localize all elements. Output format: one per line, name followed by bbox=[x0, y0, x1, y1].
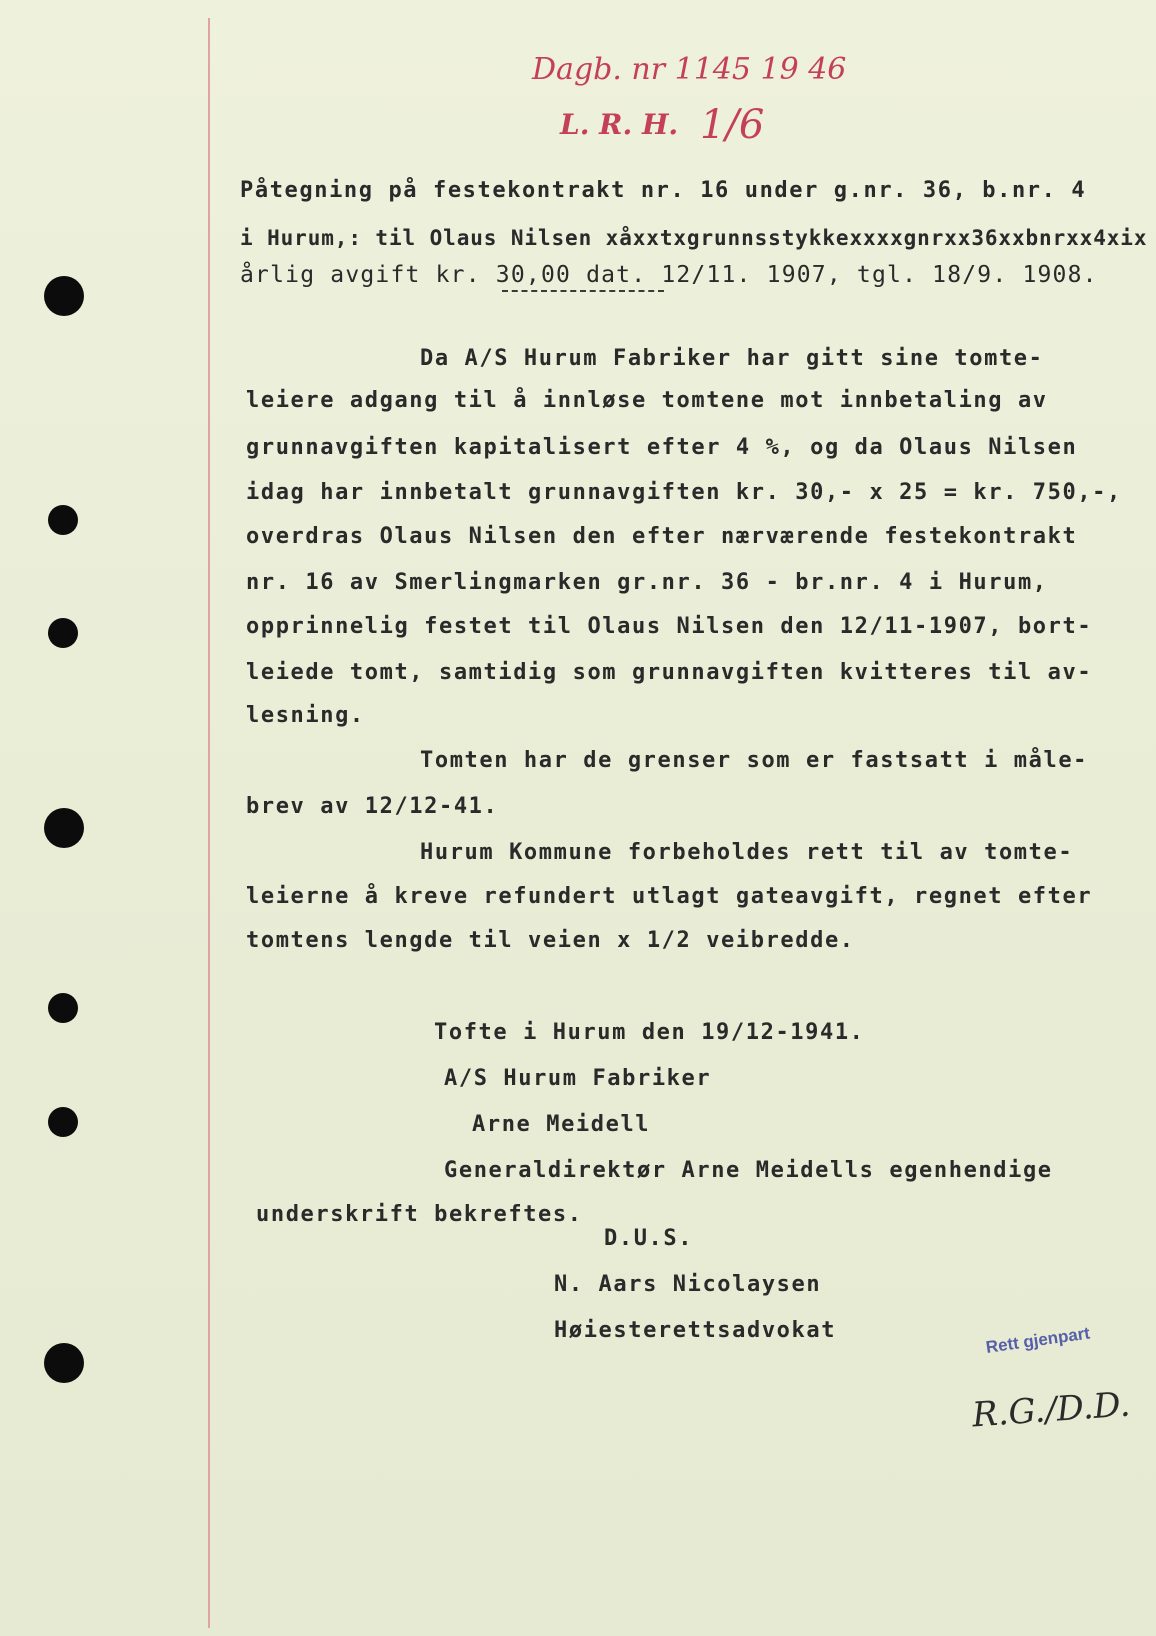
text-line-12: lesning. bbox=[246, 703, 365, 728]
text-line-1: Påtegning på festekontrakt nr. 16 under g.nr. 36, b.nr. 4 bbox=[240, 178, 1087, 203]
text-line-11: leiede tomt, samtidig som grunnavgiften kvitteres til av- bbox=[246, 660, 1093, 685]
handwritten-signature: R.G./D.D. bbox=[970, 1384, 1132, 1436]
place-date-line: Tofte i Hurum den 19/12-1941. bbox=[434, 1020, 865, 1045]
signatory-name: Arne Meidell bbox=[472, 1112, 651, 1137]
text-line-14: brev av 12/12-41. bbox=[246, 794, 499, 819]
text-line-10: opprinnelig festet til Olaus Nilsen den 12/11-1907, bort- bbox=[246, 614, 1093, 639]
punch-hole bbox=[48, 505, 78, 535]
dagbok-stamp: Dagb. nr 1145 19 46 bbox=[532, 52, 847, 87]
text-line-17: tomtens lengde til veien x 1/2 veibredde. bbox=[246, 928, 855, 953]
attestation-line-1: Generaldirektør Arne Meidells egenhendige bbox=[444, 1158, 1053, 1183]
margin-rule bbox=[208, 18, 210, 1628]
company-name: A/S Hurum Fabriker bbox=[444, 1066, 712, 1091]
punch-hole bbox=[48, 993, 78, 1023]
registry-date: 1/6 bbox=[700, 102, 765, 148]
text-line-8: overdras Olaus Nilsen den efter nærværende festekontrakt bbox=[246, 524, 1078, 549]
text-line-16: leierne å kreve refundert utlagt gateavgift, regnet efter bbox=[246, 884, 1093, 909]
text-line-6: grunnavgiften kapitalisert efter 4 %, og da Olaus Nilsen bbox=[246, 435, 1078, 460]
lawyer-name: N. Aars Nicolaysen bbox=[554, 1272, 822, 1297]
text-line-3: årlig avgift kr. 30,00 dat. 12/11. 1907, tgl. 18/9. 1908. bbox=[240, 262, 1098, 288]
text-line-4: Da A/S Hurum Fabriker har gitt sine tomte- bbox=[420, 346, 1044, 371]
attestation-line-2: underskrift bekreftes. bbox=[256, 1202, 583, 1227]
text-line-5: leiere adgang til å innløse tomtene mot innbetaling av bbox=[246, 388, 1048, 413]
punch-hole bbox=[48, 618, 78, 648]
text-line-15: Hurum Kommune forbeholdes rett til av tomte- bbox=[420, 840, 1074, 865]
text-line-7: idag har innbetalt grunnavgiften kr. 30,- x 25 = kr. 750,-, bbox=[246, 480, 1122, 505]
registry-initials: L. R. H. bbox=[560, 108, 679, 141]
punch-hole bbox=[44, 1343, 84, 1383]
punch-hole bbox=[48, 1107, 78, 1137]
punch-hole bbox=[44, 808, 84, 848]
punch-hole bbox=[44, 276, 84, 316]
rett-gjenpart-stamp: Rett gjenpart bbox=[984, 1323, 1092, 1357]
underline-dashes bbox=[502, 290, 664, 292]
lawyer-title: Høiesterettsadvokat bbox=[554, 1318, 837, 1343]
dus-abbreviation: D.U.S. bbox=[604, 1226, 694, 1251]
text-line-13: Tomten har de grenser som er fastsatt i måle- bbox=[420, 748, 1089, 773]
text-line-9: nr. 16 av Smerlingmarken gr.nr. 36 - br.nr. 4 i Hurum, bbox=[246, 570, 1048, 595]
text-line-2: i Hurum,: til Olaus Nilsen xåxxtxgrunnsstykkexxxxgnrxx36xxbnrxx4xix bbox=[240, 226, 1148, 250]
